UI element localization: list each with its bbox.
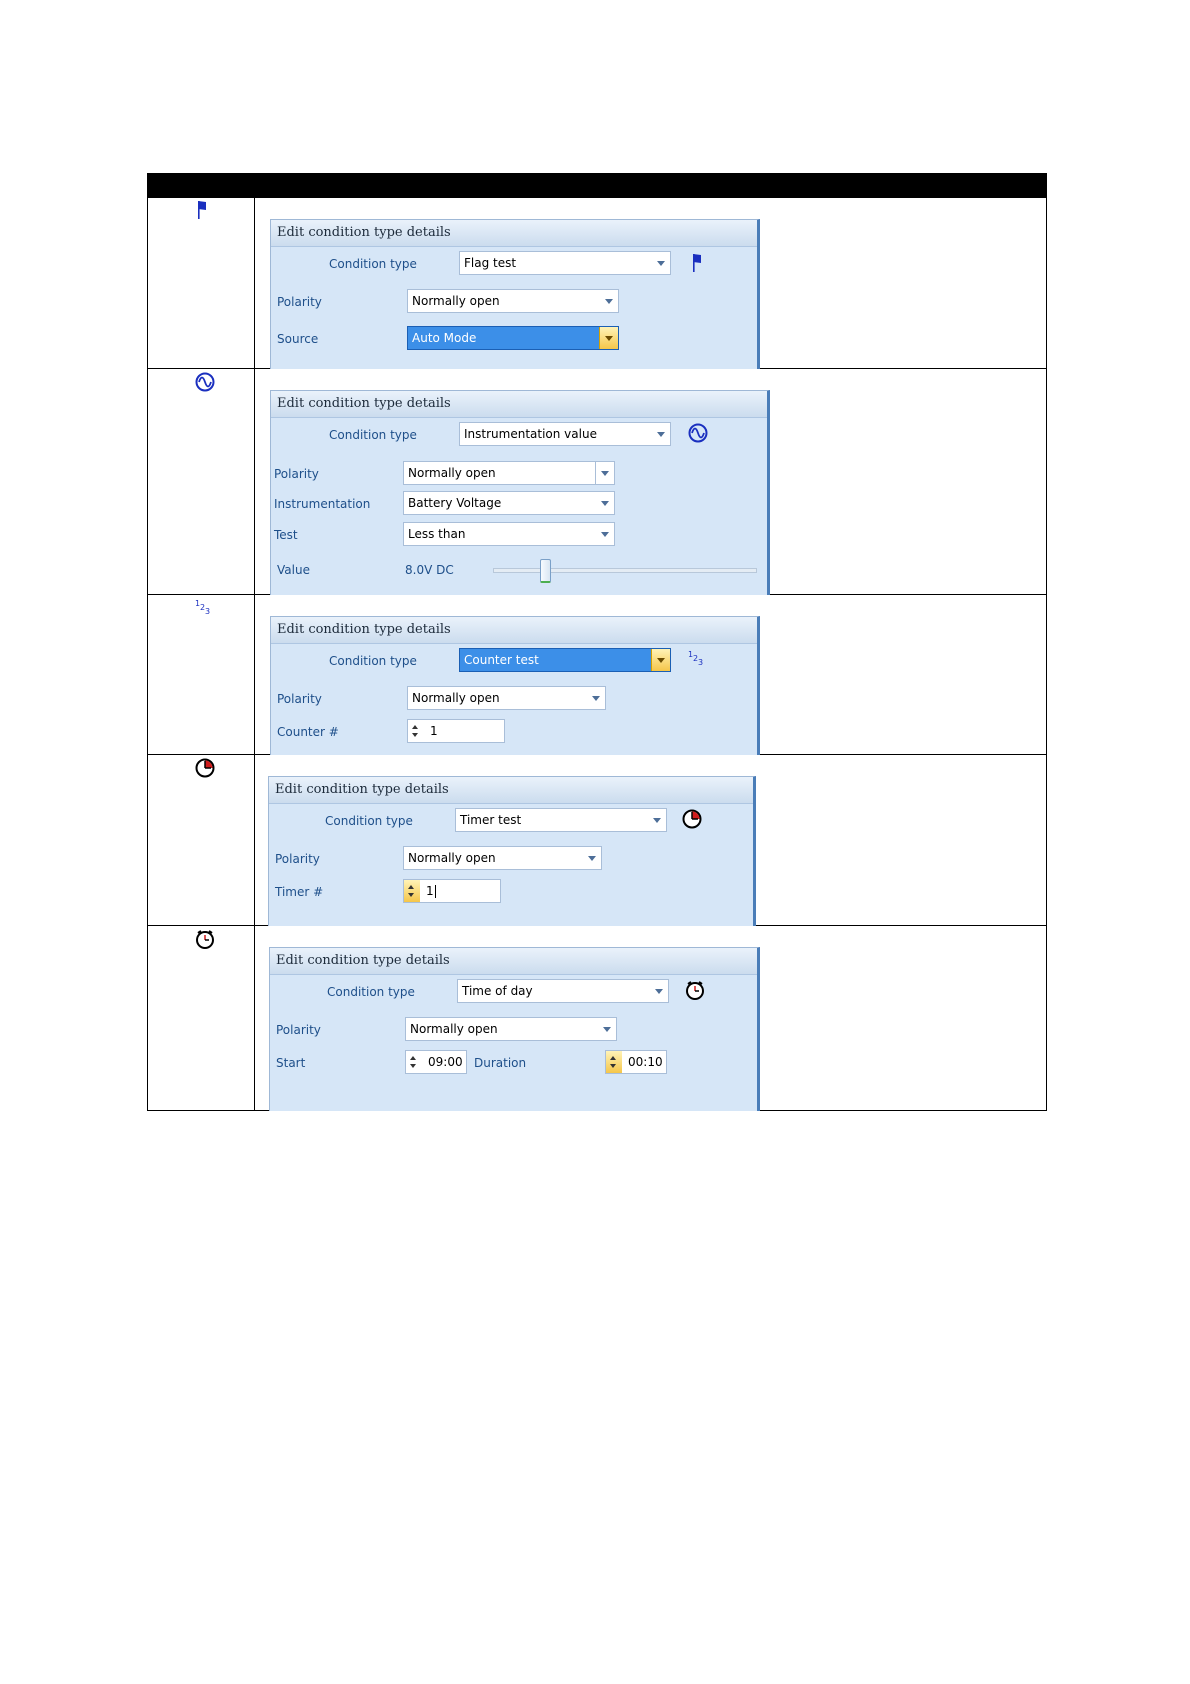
chevron-down-icon[interactable] (596, 523, 614, 545)
panel-title: Edit condition type details (270, 948, 757, 975)
polarity-label: Polarity (277, 692, 322, 706)
duration-label: Duration (474, 1056, 527, 1070)
condition-type-dropdown[interactable]: Time of day (457, 979, 669, 1003)
chevron-down-icon[interactable] (599, 327, 618, 349)
condition-type-label: Condition type (325, 814, 413, 828)
value-readout: 8.0V DC (405, 563, 454, 577)
timer-label: Timer # (275, 885, 324, 899)
chevron-down-icon[interactable] (652, 423, 670, 445)
chevron-down-icon[interactable] (600, 290, 618, 312)
timer-icon (194, 757, 216, 779)
value-slider-thumb[interactable] (540, 559, 551, 583)
polarity-dropdown[interactable]: Normally open (407, 289, 619, 313)
condition-type-dropdown[interactable]: Timer test (455, 808, 667, 832)
chevron-down-icon[interactable] (595, 462, 614, 484)
table-row-timer-test (147, 755, 1047, 926)
icon-cell (148, 755, 255, 925)
icon-cell (148, 926, 255, 1110)
panel-title: Edit condition type details (269, 777, 753, 804)
sine-wave-icon (194, 371, 216, 393)
svg-text:3: 3 (205, 607, 211, 616)
condition-type-label: Condition type (329, 428, 417, 442)
edit-condition-panel (269, 947, 760, 1111)
value-slider-track[interactable] (493, 568, 757, 573)
chevron-down-icon[interactable] (650, 980, 668, 1002)
sine-wave-icon (687, 422, 709, 444)
polarity-label: Polarity (275, 852, 320, 866)
clock-icon (684, 979, 706, 1001)
condition-type-dropdown[interactable]: Instrumentation value (459, 422, 671, 446)
polarity-label: Polarity (274, 467, 319, 481)
condition-types-table (147, 173, 1047, 1111)
source-dropdown[interactable]: Auto Mode (407, 326, 619, 350)
edit-condition-panel (270, 219, 760, 369)
chevron-down-icon[interactable] (651, 649, 670, 671)
condition-type-label: Condition type (329, 654, 417, 668)
svg-text:2: 2 (200, 603, 206, 612)
condition-type-dropdown[interactable]: Flag test (459, 251, 671, 275)
icon-cell (148, 595, 255, 754)
spinner-buttons[interactable] (406, 1051, 422, 1073)
svg-text:1: 1 (195, 599, 201, 608)
svg-text:2: 2 (693, 654, 699, 663)
condition-type-label: Condition type (327, 985, 415, 999)
table-row-instrumentation (147, 369, 1047, 595)
chevron-down-icon[interactable] (583, 847, 601, 869)
edit-condition-panel (270, 390, 770, 595)
chevron-down-icon[interactable] (648, 809, 666, 831)
table-header (147, 173, 1047, 198)
polarity-label: Polarity (277, 295, 322, 309)
edit-condition-panel (268, 776, 756, 926)
timer-icon (681, 808, 703, 830)
spinner-buttons[interactable] (408, 720, 424, 742)
chevron-down-icon[interactable] (596, 492, 614, 514)
instrumentation-label: Instrumentation (274, 497, 371, 511)
svg-text:3: 3 (698, 658, 704, 667)
counter-icon (194, 597, 216, 619)
polarity-dropdown[interactable]: Normally open (407, 686, 606, 710)
chevron-down-icon[interactable] (598, 1018, 616, 1040)
panel-title: Edit condition type details (271, 220, 757, 247)
icon-cell (148, 369, 255, 594)
clock-icon (194, 928, 216, 950)
chevron-down-icon[interactable] (587, 687, 605, 709)
duration-spinner[interactable]: 00:10 (605, 1050, 667, 1074)
polarity-dropdown[interactable]: Normally open (403, 846, 602, 870)
timer-spinner[interactable]: 1 (403, 879, 501, 903)
condition-type-label: Condition type (329, 257, 417, 271)
table-row-flag-test (147, 198, 1047, 369)
instrumentation-dropdown[interactable]: Battery Voltage (403, 491, 615, 515)
test-label: Test (274, 528, 298, 542)
panel-title: Edit condition type details (271, 617, 757, 644)
table-row-counter-test (147, 595, 1047, 755)
icon-cell (148, 198, 255, 368)
polarity-dropdown[interactable]: Normally open (403, 461, 615, 485)
polarity-label: Polarity (276, 1023, 321, 1037)
flag-icon (194, 200, 208, 220)
chevron-down-icon[interactable] (652, 252, 670, 274)
source-label: Source (277, 332, 319, 346)
start-time-spinner[interactable]: 09:00 (405, 1050, 467, 1074)
start-label: Start (276, 1056, 306, 1070)
spinner-buttons[interactable] (606, 1051, 622, 1073)
value-label: Value (277, 563, 310, 577)
counter-label: Counter # (277, 725, 339, 739)
counter-spinner[interactable]: 1 (407, 719, 505, 743)
polarity-dropdown[interactable]: Normally open (405, 1017, 617, 1041)
edit-condition-panel (270, 616, 760, 755)
condition-type-dropdown[interactable]: Counter test (459, 648, 671, 672)
spinner-buttons[interactable] (404, 880, 420, 902)
test-dropdown[interactable]: Less than (403, 522, 615, 546)
flag-icon (689, 253, 703, 273)
counter-icon (687, 648, 709, 670)
svg-text:1: 1 (688, 650, 694, 659)
table-row-time-of-day (147, 926, 1047, 1111)
panel-title: Edit condition type details (271, 391, 767, 418)
